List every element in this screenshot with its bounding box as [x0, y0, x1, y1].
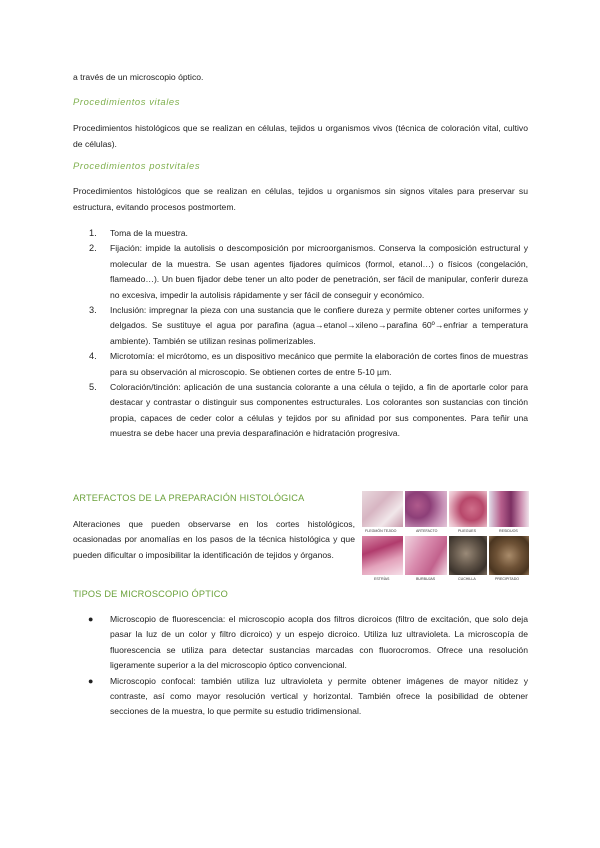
artifact-image-tile	[405, 536, 447, 575]
postvitales-title: Procedimientos postvitales	[73, 160, 201, 171]
list-item	[73, 674, 528, 720]
artifacts-image-mosaic	[362, 491, 529, 583]
artefactos-text: Alteraciones que pueden observarse en los cortes histológicos, ocasionadas por anomalías en los pasos de la técnica histológica y que pueden dificultar o imposibilitar la identificación de tejidos y órganos.	[73, 519, 355, 560]
list-item	[73, 612, 528, 674]
artifact-caption: PLIEGUES	[458, 529, 476, 533]
artifact-image-tile	[489, 536, 529, 575]
list-item	[73, 241, 528, 303]
artifact-caption: ARTEFACTO	[416, 529, 438, 533]
artifact-caption: PRECIPITADO	[495, 577, 520, 581]
step-text: Coloración/tinción: aplicación de una sustancia colorante a una célula o tejido, a fin de aportarle color para destacar y contrastar o distinguir sus componentes estructurales. Los colorantes son sustancias con tinción propia, capaces de ceder color a células y tejidos por su afinidad por sus componentes. Para teñir una muestra se debe hacer una previa desparafinación e hidratación progresiva.	[110, 382, 528, 439]
step-number: 3.	[89, 305, 97, 316]
step-number: 5.	[89, 382, 97, 393]
step-number: 4.	[89, 351, 97, 362]
artifact-caption: BURBUJAS	[416, 577, 436, 581]
list-item	[73, 226, 528, 241]
artifact-caption: RESIDUOS	[499, 529, 518, 533]
step-text: Fijación: impide la autolisis o descomposición por microorganismos. Conserva la composición estructural y molecular de la muestra. Se usan agentes fijadores químicos (formol, etanol…) o físicos (congelación, flameado…). Un buen fijador debe tener un alto poder de penetración, ser fácil de manipular, conferir dureza no excesiva, impedir la autolisis rápidamente y ser fácil de conseguir y económico.	[110, 243, 528, 300]
artifact-image-tile	[405, 491, 447, 527]
vitales-title: Procedimientos vitales	[73, 96, 180, 107]
artifact-image-tile	[489, 491, 529, 527]
vitales-text: Procedimientos histológicos que se realizan en células, tejidos u organismos vivos (técnica de coloración vital, cultivo de células).	[73, 123, 528, 149]
step-text: Inclusión: impregnar la pieza con una sustancia que le confiere dureza y permite obtener cortes uniformes y delgados. Se sustituye el agua por parafina (agua→etanol→xileno→parafina 60º→enfriar a temperatura ambiente). También se utilizan resinas polimerizables.	[110, 305, 528, 346]
list-item	[73, 349, 528, 380]
artifact-image-tile	[362, 536, 403, 575]
type-text: Microscopio de fluorescencia: el microscopio acopla dos filtros dicroicos (filtro de excitación, que solo deja pasar la luz de un color y filtro dicroico) y un espejo dicroico. Utiliza luz ultravioleta. La microscopía de fluorescencia se utiliza para detectar sustancias marcadas con fluorocromos. Ofrece una resolución ligeramente superior a la del microscopio óptico convencional.	[110, 614, 528, 671]
artifact-image-tile	[449, 536, 487, 575]
tipos-heading: TIPOS DE MICROSCOPIO ÓPTICO	[73, 589, 228, 599]
list-item	[73, 380, 528, 442]
procedure-steps	[73, 226, 528, 442]
artifact-caption: CUCHILLA	[458, 577, 476, 581]
step-number: 2.	[89, 243, 97, 254]
artefactos-heading: ARTEFACTOS DE LA PREPARACIÓN HISTOLÓGICA	[73, 493, 305, 503]
bullet-icon: ●	[88, 675, 94, 686]
intro-line: a través de un microscopio óptico.	[73, 72, 204, 82]
type-text: Microscopio confocal: también utiliza luz ultravioleta y permite obtener imágenes de mayor nitidez y contraste, así como mayor resolución vertical y horizontal. También ofrece la posibilidad de obtener secciones de la muestra, lo que permite su estudio tridimensional.	[110, 675, 528, 717]
postvitales-text: Procedimientos histológicos que se realizan en células, tejidos u organismos sin signos vitales para preservar su estructura, evitando procesos postmortem.	[73, 186, 528, 212]
artifact-caption: ESTRÍAS	[374, 577, 390, 581]
step-text: Microtomía: el micrótomo, es un dispositivo mecánico que permite la elaboración de cortes finos de muestras para su observación al microscopio. Se obtienen cortes de entre 5-10 µm.	[110, 351, 528, 377]
microscope-types-list	[73, 612, 528, 720]
artifact-image-tile	[362, 491, 403, 527]
bullet-icon: ●	[88, 614, 94, 624]
artifact-caption: FLEGMÓN TEJIDO	[365, 529, 397, 533]
step-number: 1.	[89, 228, 97, 238]
artifact-image-tile	[449, 491, 487, 527]
list-item	[73, 303, 528, 349]
step-text: Toma de la muestra.	[110, 228, 188, 238]
